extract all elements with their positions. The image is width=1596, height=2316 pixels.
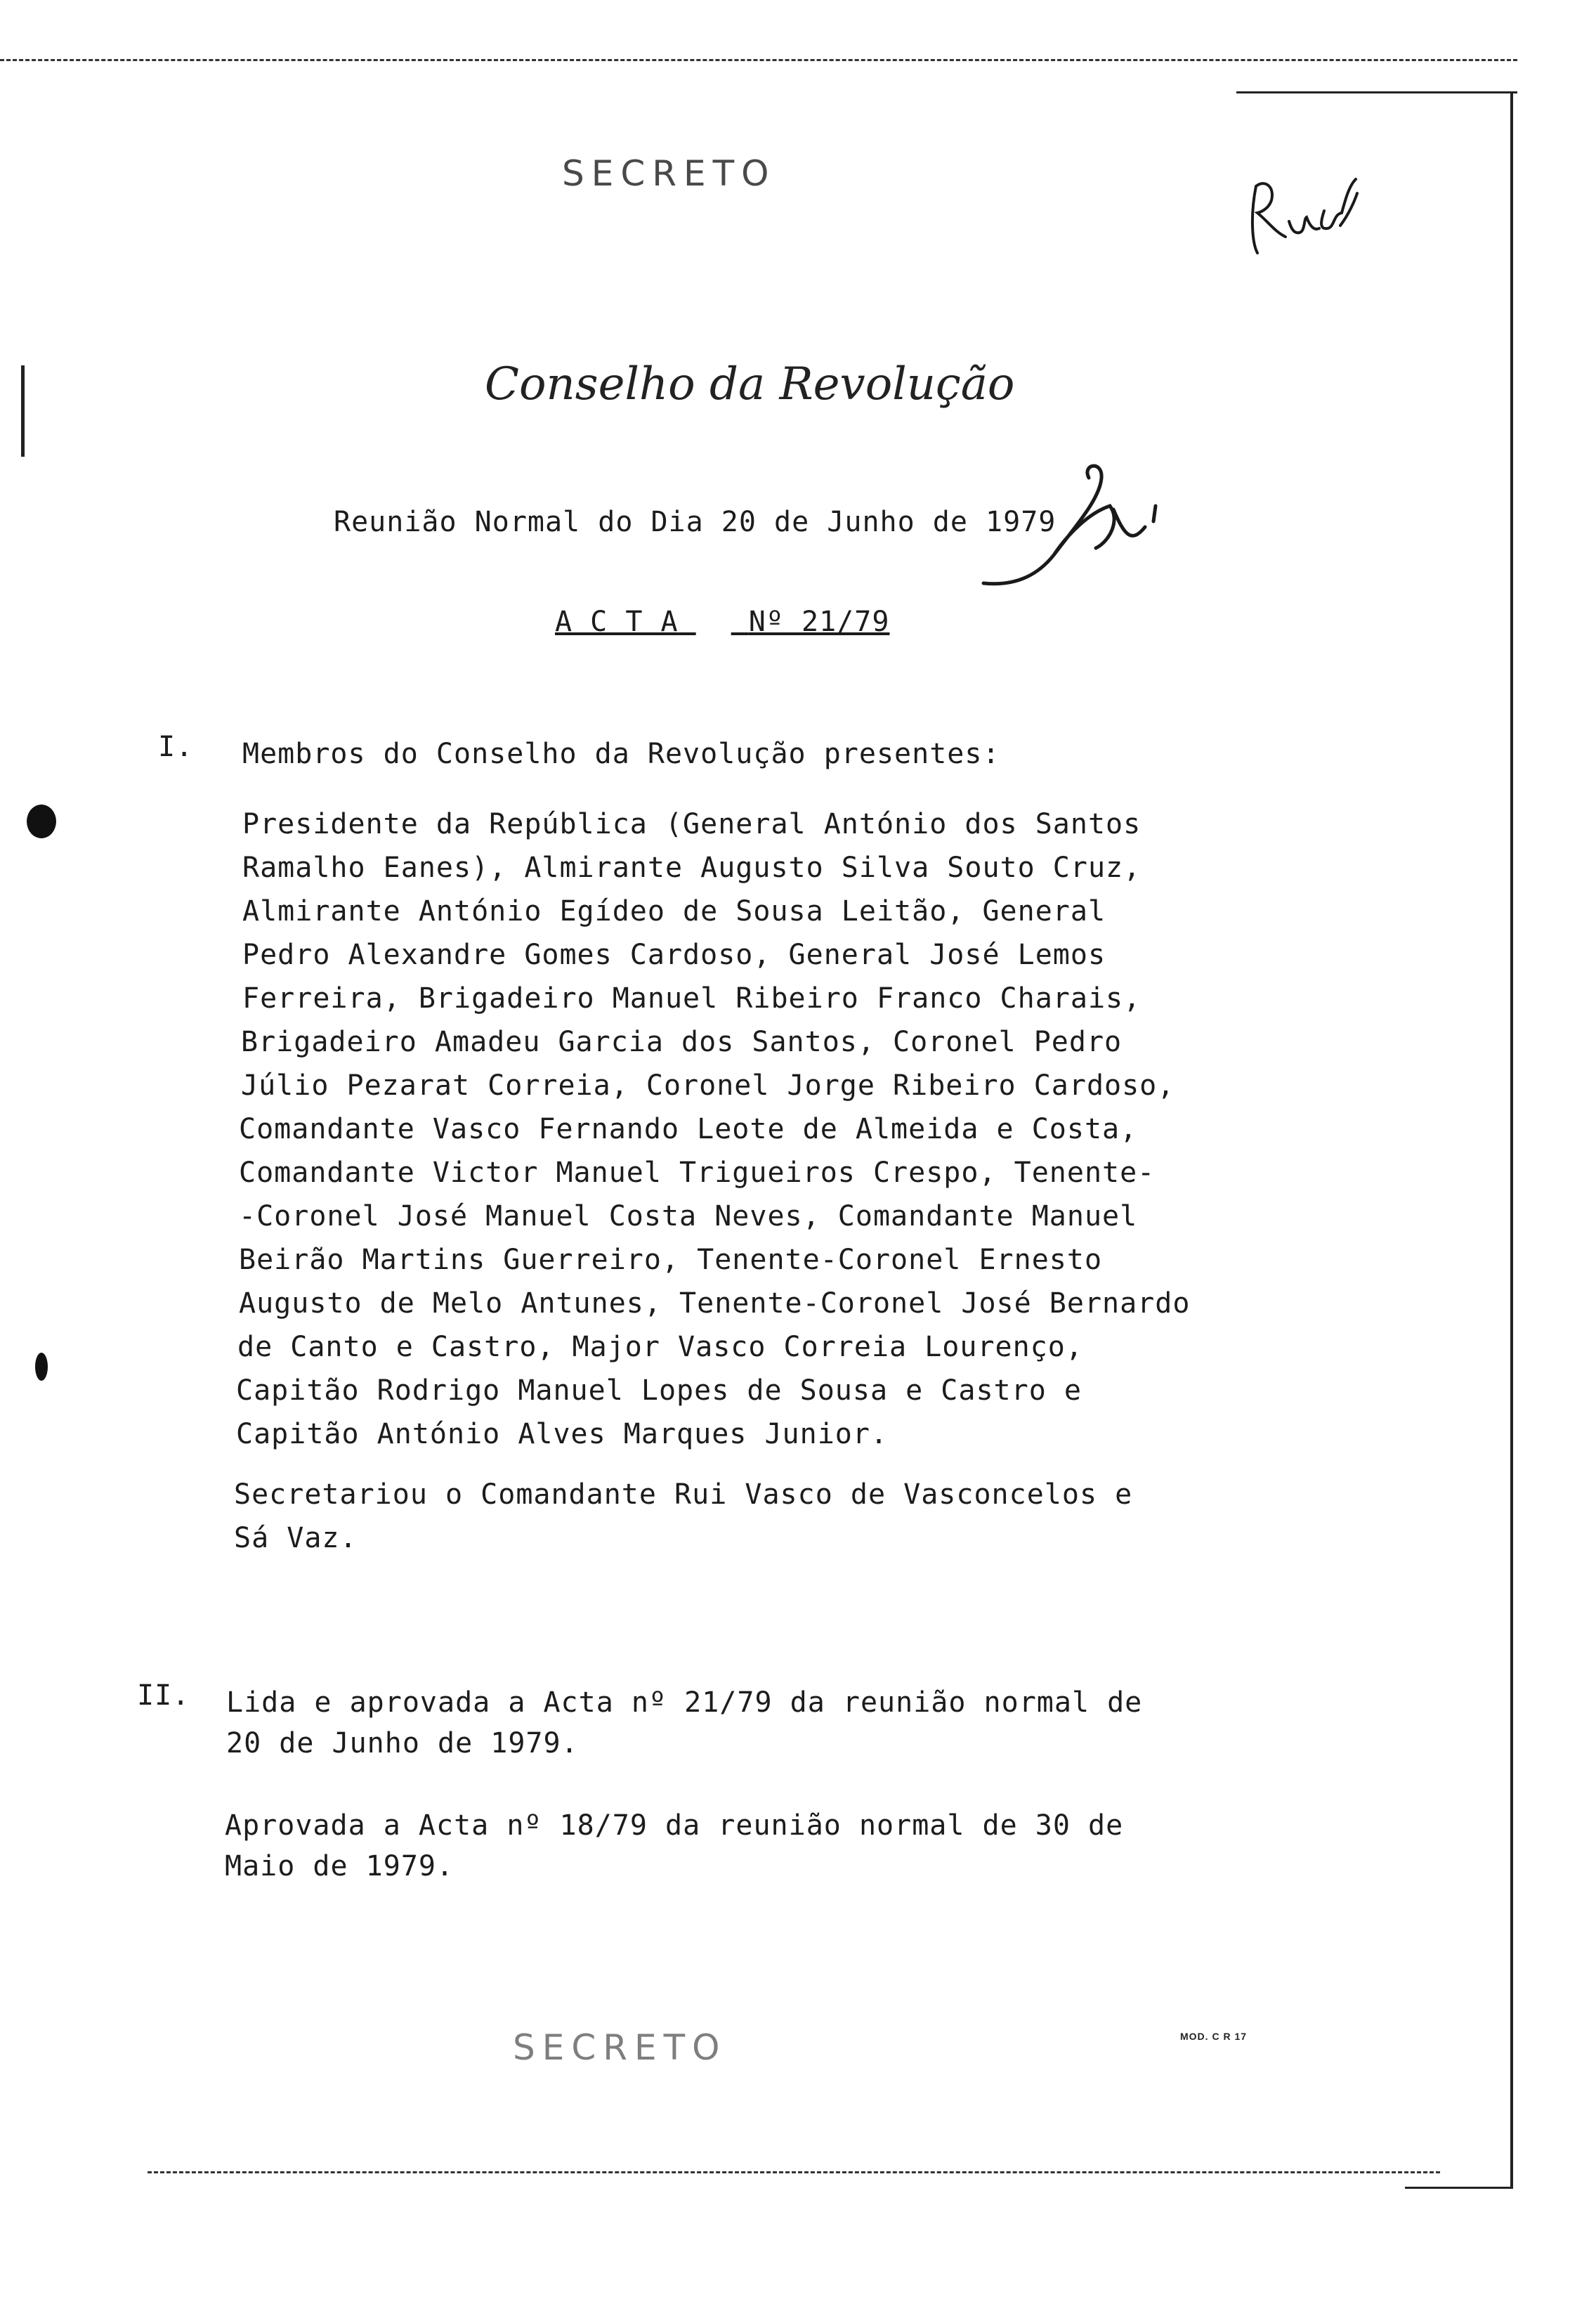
top-dashed-rule bbox=[0, 59, 1517, 61]
members-line: Júlio Pezarat Correia, Coronel Jorge Ribeiro Cardoso, bbox=[241, 1069, 1175, 1102]
acta-word: A C T A bbox=[555, 606, 679, 638]
secretary-line: Secretariou o Comandante Rui Vasco de Vasconcelos e bbox=[234, 1478, 1133, 1511]
acta-heading bbox=[555, 606, 889, 638]
members-line: Augusto de Melo Antunes, Tenente-Coronel José Bernardo bbox=[239, 1287, 1191, 1320]
members-line: Comandante Victor Manuel Trigueiros Crespo, Tenente- bbox=[239, 1157, 1156, 1189]
left-margin-mark bbox=[21, 365, 25, 457]
top-rule bbox=[1236, 91, 1517, 93]
stamp-secreto-top: SECRETO bbox=[562, 153, 776, 194]
stamp-secreto-bottom: SECRETO bbox=[513, 2027, 727, 2068]
secretary-paragraph bbox=[234, 1478, 1175, 1570]
right-border bbox=[1510, 93, 1513, 2187]
members-line: Capitão António Alves Marques Junior. bbox=[236, 1418, 889, 1450]
members-list bbox=[236, 808, 1191, 1462]
approval-2-line: Aprovada a Acta nº 18/79 da reunião normal de 30 de bbox=[225, 1809, 1124, 1842]
punch-hole-upper bbox=[27, 805, 56, 838]
approval-1-line: 20 de Junho de 1979. bbox=[226, 1727, 579, 1759]
handwritten-initials bbox=[1236, 158, 1363, 264]
members-line: Ramalho Eanes), Almirante Augusto Silva Souto Cruz, bbox=[242, 852, 1142, 884]
members-line: Almirante António Egídeo de Sousa Leitão, General bbox=[242, 895, 1106, 928]
secretary-line: Sá Vaz. bbox=[234, 1522, 358, 1554]
members-line: Pedro Alexandre Gomes Cardoso, General José Lemos bbox=[242, 939, 1106, 971]
acta-number: Nº 21/79 bbox=[748, 606, 890, 638]
section-numeral-2: II. bbox=[137, 1679, 190, 1712]
members-line: Capitão Rodrigo Manuel Lopes de Sousa e Castro e bbox=[236, 1374, 1082, 1407]
members-line: Ferreira, Brigadeiro Manuel Ribeiro Franco Charais, bbox=[242, 982, 1142, 1015]
section-1-heading: Membros do Conselho da Revolução presentes: bbox=[242, 738, 1000, 770]
handwritten-rubric bbox=[969, 457, 1180, 597]
members-line: Presidente da República (General António dos Santos bbox=[242, 808, 1142, 840]
approval-paragraph-1 bbox=[226, 1686, 1167, 1778]
members-line: -Coronel José Manuel Costa Neves, Comandante Manuel bbox=[239, 1200, 1138, 1232]
approval-2-line: Maio de 1979. bbox=[225, 1850, 454, 1882]
members-line: Beirão Martins Guerreiro, Tenente-Coronel Ernesto bbox=[239, 1244, 1103, 1276]
form-code: MOD. C R 17 bbox=[1180, 2031, 1248, 2042]
members-line: de Canto e Castro, Major Vasco Correia Lourenço, bbox=[237, 1331, 1083, 1363]
punch-hole-lower bbox=[35, 1353, 48, 1381]
section-numeral-1: I. bbox=[158, 731, 194, 763]
approval-1-line: Lida e aprovada a Acta nº 21/79 da reunião normal de bbox=[226, 1686, 1143, 1719]
bottom-right-rule bbox=[1405, 2187, 1513, 2189]
institution-letterhead: Conselho da Revolução bbox=[485, 358, 1015, 410]
members-line: Brigadeiro Amadeu Garcia dos Santos, Coronel Pedro bbox=[241, 1026, 1123, 1058]
members-line: Comandante Vasco Fernando Leote de Almeida e Costa, bbox=[239, 1113, 1138, 1145]
bottom-dashed-rule bbox=[148, 2171, 1440, 2173]
approval-paragraph-2 bbox=[225, 1809, 1166, 1901]
meeting-title: Reunião Normal do Dia 20 de Junho de 1979 bbox=[334, 506, 1057, 538]
